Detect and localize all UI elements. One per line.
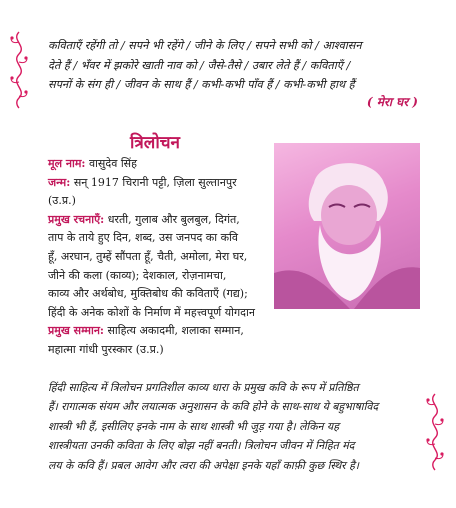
works-value: धरती, गुलाब और बुलबुल, दिगंत, [107,212,240,226]
works-value-cont: हिंदी के अनेक कोशों के निर्माण में महत्त्वपूर्ण योगदान [48,305,255,319]
awards-value-cont: महात्मा गांधी पुरस्कार (उ.प्र.) [48,342,164,356]
floral-ornament-icon [424,392,446,472]
author-info [48,155,263,360]
works-row [48,211,263,230]
paragraph-line: शास्त्रीयता उनकी कविता के लिए बोझ नहीं बनती। त्रिलोचन जीवन में निहित मंद [48,439,355,453]
works-value-cont: जीने की कला (काव्य); देशकाल, रोज़नामचा, [48,268,227,282]
real-name-value: वासुदेव सिंह [88,157,137,170]
author-portrait-photo [274,143,420,309]
awards-row [48,322,263,341]
biography-paragraph [48,378,420,475]
birth-row [48,174,263,193]
floral-ornament-icon [8,30,30,110]
works-label: प्रमुख रचनाएँ: [48,212,105,226]
poem-excerpt [48,36,420,95]
poem-line: कविताएँ रहेंगी तो / सपने भी रहेंगे / जीने के लिए / सपने सभी को / आश्वासन [48,39,362,52]
birth-label: जन्म: [48,175,71,189]
poem-line: सपनों के संग ही / जीवन के साथ हैं / कभी-कभी पाँव हैं / कभी-कभी हाथ हैं [48,78,355,91]
author-name-heading: त्रिलोचन [130,133,180,153]
poem-source: ( मेरा घर ) [366,95,418,109]
paragraph-line: लय के कवि हैं। प्रबल आवेग और त्वरा की अपेक्षा इनके यहाँ काफ़ी कुछ स्थिर है। [48,458,359,472]
real-name-label: मूल नाम: [48,157,86,170]
birth-value-cont: (उ.प्र.) [48,194,76,208]
awards-label: प्रमुख सम्मान: [48,324,104,338]
birth-value: सन् 1917 चिरानी पट्टी, ज़िला सुल्तानपुर [73,175,237,189]
paragraph-line: शास्त्री भी हैं, इसीलिए इनके नाम के साथ शास्त्री भी जुड़ गया है। लेकिन यह [48,419,339,433]
poem-line: देते हैं / भँवर में झकोरे खाती नाव को / जैसे-तैसे / उबार लेते हैं / कविताएँ / [48,58,351,72]
real-name-row [48,155,263,174]
paragraph-line: हिंदी साहित्य में त्रिलोचन प्रगतिशील काव्य धारा के प्रमुख कवि के रूप में प्रतिष्ठित [48,381,359,394]
paragraph-line: हैं। रागात्मक संयम और लयात्मक अनुशासन के कवि होने के साथ-साथ ये बहुभाषाविद [48,400,379,414]
awards-value: साहित्य अकादमी, शलाका सम्मान, [107,324,244,338]
works-value-cont: हूँ, अरघान, तुम्हें सौंपता हूँ, चैती, अमोला, मेरा घर, [48,249,248,263]
works-value-cont: काव्य और अर्थबोध, मुक्तिबोध की कविताएँ (गद्य); [48,287,248,301]
works-value-cont: ताप के ताये हुए दिन, शब्द, उस जनपद का कवि [48,231,239,245]
